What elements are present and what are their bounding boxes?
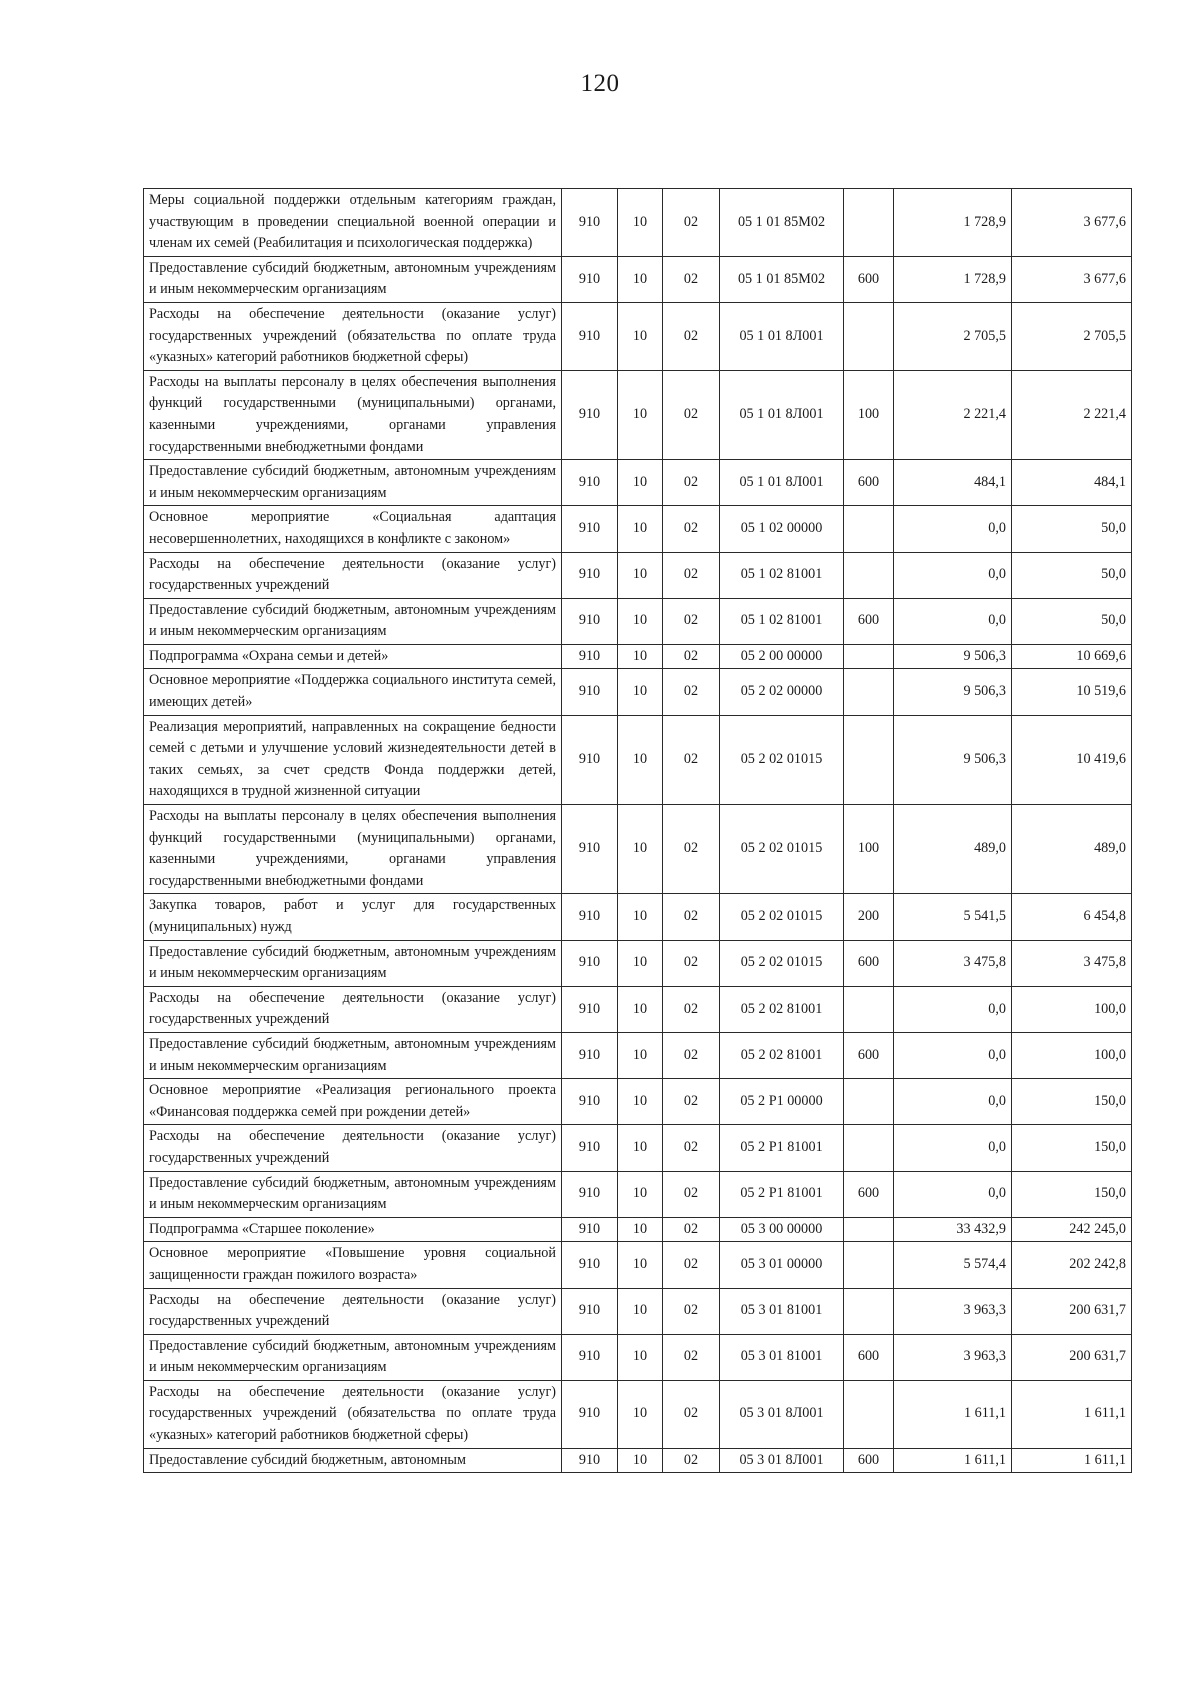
cell-expense-type (844, 1125, 894, 1171)
cell-target-article: 05 1 01 8Л001 (720, 302, 844, 370)
cell-target-article: 05 2 02 00000 (720, 669, 844, 715)
cell-grbs: 910 (562, 302, 618, 370)
cell-expense-type (844, 669, 894, 715)
cell-subsection: 02 (663, 644, 720, 669)
cell-amount-2: 3 475,8 (1012, 940, 1132, 986)
cell-amount-2: 242 245,0 (1012, 1217, 1132, 1242)
cell-section: 10 (618, 460, 663, 506)
cell-section: 10 (618, 1380, 663, 1448)
cell-section: 10 (618, 189, 663, 257)
cell-target-article: 05 3 01 8Л001 (720, 1380, 844, 1448)
cell-amount-1: 0,0 (894, 598, 1012, 644)
cell-target-article: 05 2 02 01015 (720, 940, 844, 986)
cell-amount-2: 3 677,6 (1012, 189, 1132, 257)
cell-target-article: 05 1 01 85М02 (720, 256, 844, 302)
cell-expense-type (844, 715, 894, 804)
cell-grbs: 910 (562, 189, 618, 257)
cell-section: 10 (618, 644, 663, 669)
cell-amount-2: 202 242,8 (1012, 1242, 1132, 1288)
table-row (144, 1448, 1132, 1473)
cell-grbs: 910 (562, 506, 618, 552)
cell-subsection: 02 (663, 1079, 720, 1125)
cell-amount-2: 6 454,8 (1012, 894, 1132, 940)
cell-grbs: 910 (562, 669, 618, 715)
table-row (144, 894, 1132, 940)
cell-target-article: 05 2 02 01015 (720, 894, 844, 940)
cell-name: Расходы на обеспечение деятельности (оказание услуг) государственных учреждений (обязательства по оплате труда «указных» категорий работников бюджетной сферы) (144, 302, 562, 370)
cell-name: Расходы на обеспечение деятельности (оказание услуг) государственных учреждений (144, 552, 562, 598)
cell-grbs: 910 (562, 1079, 618, 1125)
table-row (144, 1288, 1132, 1334)
cell-name: Предоставление субсидий бюджетным, автономным учреждениям и иным некоммерческим организациям (144, 1334, 562, 1380)
cell-subsection: 02 (663, 189, 720, 257)
cell-expense-type (844, 644, 894, 669)
cell-target-article: 05 1 01 85М02 (720, 189, 844, 257)
cell-target-article: 05 3 00 00000 (720, 1217, 844, 1242)
cell-amount-1: 3 963,3 (894, 1288, 1012, 1334)
cell-subsection: 02 (663, 552, 720, 598)
cell-amount-1: 3 963,3 (894, 1334, 1012, 1380)
cell-target-article: 05 2 02 81001 (720, 986, 844, 1032)
cell-grbs: 910 (562, 894, 618, 940)
cell-name: Реализация мероприятий, направленных на сокращение бедности семей с детьми и улучшение условий жизнедеятельности детей в таких семьях, за счет средств Фонда поддержки детей, находящихся в трудной жизненной ситуации (144, 715, 562, 804)
cell-amount-2: 1 611,1 (1012, 1380, 1132, 1448)
cell-amount-2: 150,0 (1012, 1125, 1132, 1171)
cell-target-article: 05 3 01 00000 (720, 1242, 844, 1288)
cell-expense-type (844, 506, 894, 552)
cell-grbs: 910 (562, 460, 618, 506)
cell-amount-2: 2 221,4 (1012, 370, 1132, 459)
cell-expense-type: 600 (844, 460, 894, 506)
cell-amount-1: 1 611,1 (894, 1380, 1012, 1448)
cell-subsection: 02 (663, 506, 720, 552)
cell-amount-2: 150,0 (1012, 1079, 1132, 1125)
cell-name: Расходы на выплаты персоналу в целях обеспечения выполнения функций государственными (муниципальными) органами, казенными учреждениями, органами управления государственными внебюджетными фондами (144, 805, 562, 894)
cell-amount-1: 5 541,5 (894, 894, 1012, 940)
cell-expense-type (844, 1079, 894, 1125)
cell-section: 10 (618, 986, 663, 1032)
cell-subsection: 02 (663, 1334, 720, 1380)
table-row (144, 1125, 1132, 1171)
cell-name: Подпрограмма «Охрана семьи и детей» (144, 644, 562, 669)
cell-amount-1: 0,0 (894, 1032, 1012, 1078)
cell-amount-1: 0,0 (894, 506, 1012, 552)
cell-name: Расходы на выплаты персоналу в целях обеспечения выполнения функций государственными (муниципальными) органами, казенными учреждениями, органами управления государственными внебюджетными фондами (144, 370, 562, 459)
cell-amount-1: 0,0 (894, 552, 1012, 598)
cell-expense-type (844, 1242, 894, 1288)
cell-expense-type (844, 189, 894, 257)
cell-target-article: 05 2 02 01015 (720, 805, 844, 894)
cell-grbs: 910 (562, 1125, 618, 1171)
cell-grbs: 910 (562, 598, 618, 644)
cell-grbs: 910 (562, 986, 618, 1032)
cell-name: Расходы на обеспечение деятельности (оказание услуг) государственных учреждений (144, 1288, 562, 1334)
cell-amount-1: 0,0 (894, 1171, 1012, 1217)
cell-amount-1: 489,0 (894, 805, 1012, 894)
cell-grbs: 910 (562, 1171, 618, 1217)
table-row (144, 506, 1132, 552)
cell-name: Основное мероприятие «Повышение уровня социальной защищенности граждан пожилого возраста» (144, 1242, 562, 1288)
cell-subsection: 02 (663, 1125, 720, 1171)
cell-expense-type (844, 1217, 894, 1242)
cell-expense-type: 600 (844, 1448, 894, 1473)
table-row (144, 598, 1132, 644)
cell-name: Подпрограмма «Старшее поколение» (144, 1217, 562, 1242)
cell-name: Основное мероприятие «Поддержка социального института семей, имеющих детей» (144, 669, 562, 715)
cell-name: Расходы на обеспечение деятельности (оказание услуг) государственных учреждений (обязательства по оплате труда «указных» категорий работников бюджетной сферы) (144, 1380, 562, 1448)
table-row (144, 1242, 1132, 1288)
table-row (144, 986, 1132, 1032)
cell-amount-2: 1 611,1 (1012, 1448, 1132, 1473)
cell-amount-2: 10 519,6 (1012, 669, 1132, 715)
cell-expense-type: 600 (844, 940, 894, 986)
cell-target-article: 05 3 01 81001 (720, 1288, 844, 1334)
cell-name: Предоставление субсидий бюджетным, автономным учреждениям и иным некоммерческим организациям (144, 1171, 562, 1217)
table-row (144, 940, 1132, 986)
cell-section: 10 (618, 506, 663, 552)
cell-expense-type: 600 (844, 1171, 894, 1217)
cell-subsection: 02 (663, 370, 720, 459)
cell-target-article: 05 2 Р1 00000 (720, 1079, 844, 1125)
cell-amount-2: 2 705,5 (1012, 302, 1132, 370)
cell-grbs: 910 (562, 715, 618, 804)
cell-section: 10 (618, 598, 663, 644)
cell-target-article: 05 2 02 81001 (720, 1032, 844, 1078)
cell-target-article: 05 2 02 01015 (720, 715, 844, 804)
cell-grbs: 910 (562, 1288, 618, 1334)
cell-section: 10 (618, 552, 663, 598)
cell-name: Предоставление субсидий бюджетным, автономным учреждениям и иным некоммерческим организациям (144, 460, 562, 506)
cell-amount-1: 5 574,4 (894, 1242, 1012, 1288)
cell-name: Предоставление субсидий бюджетным, автономным (144, 1448, 562, 1473)
table-row (144, 805, 1132, 894)
table-row (144, 1079, 1132, 1125)
cell-grbs: 910 (562, 552, 618, 598)
cell-grbs: 910 (562, 1380, 618, 1448)
cell-amount-2: 100,0 (1012, 986, 1132, 1032)
cell-amount-1: 1 611,1 (894, 1448, 1012, 1473)
cell-amount-1: 9 506,3 (894, 669, 1012, 715)
cell-subsection: 02 (663, 805, 720, 894)
cell-section: 10 (618, 1125, 663, 1171)
cell-amount-1: 3 475,8 (894, 940, 1012, 986)
cell-expense-type: 100 (844, 370, 894, 459)
cell-subsection: 02 (663, 1171, 720, 1217)
cell-amount-1: 0,0 (894, 1125, 1012, 1171)
cell-amount-2: 3 677,6 (1012, 256, 1132, 302)
cell-section: 10 (618, 370, 663, 459)
budget-table (143, 188, 1132, 1473)
cell-grbs: 910 (562, 940, 618, 986)
cell-section: 10 (618, 1032, 663, 1078)
cell-expense-type (844, 1288, 894, 1334)
table-body (144, 189, 1132, 1473)
cell-name: Закупка товаров, работ и услуг для государственных (муниципальных) нужд (144, 894, 562, 940)
cell-name: Предоставление субсидий бюджетным, автономным учреждениям и иным некоммерческим организациям (144, 1032, 562, 1078)
cell-section: 10 (618, 1288, 663, 1334)
cell-target-article: 05 2 Р1 81001 (720, 1171, 844, 1217)
cell-section: 10 (618, 1079, 663, 1125)
cell-amount-2: 50,0 (1012, 598, 1132, 644)
cell-amount-1: 484,1 (894, 460, 1012, 506)
cell-amount-2: 50,0 (1012, 552, 1132, 598)
cell-subsection: 02 (663, 669, 720, 715)
cell-name: Расходы на обеспечение деятельности (оказание услуг) государственных учреждений (144, 986, 562, 1032)
cell-section: 10 (618, 1448, 663, 1473)
cell-name: Предоставление субсидий бюджетным, автономным учреждениям и иным некоммерческим организациям (144, 598, 562, 644)
cell-target-article: 05 1 02 81001 (720, 552, 844, 598)
cell-amount-2: 100,0 (1012, 1032, 1132, 1078)
cell-grbs: 910 (562, 1217, 618, 1242)
cell-section: 10 (618, 805, 663, 894)
table-row (144, 644, 1132, 669)
cell-subsection: 02 (663, 940, 720, 986)
cell-section: 10 (618, 669, 663, 715)
table-row (144, 370, 1132, 459)
cell-expense-type: 600 (844, 598, 894, 644)
cell-subsection: 02 (663, 256, 720, 302)
cell-amount-1: 0,0 (894, 986, 1012, 1032)
table-row (144, 189, 1132, 257)
cell-amount-2: 10 669,6 (1012, 644, 1132, 669)
cell-grbs: 910 (562, 805, 618, 894)
cell-grbs: 910 (562, 370, 618, 459)
cell-subsection: 02 (663, 986, 720, 1032)
cell-expense-type (844, 302, 894, 370)
cell-amount-1: 9 506,3 (894, 644, 1012, 669)
cell-section: 10 (618, 940, 663, 986)
cell-grbs: 910 (562, 1334, 618, 1380)
cell-grbs: 910 (562, 256, 618, 302)
cell-name: Основное мероприятие «Реализация регионального проекта «Финансовая поддержка семей при рождении детей» (144, 1079, 562, 1125)
cell-amount-2: 484,1 (1012, 460, 1132, 506)
cell-name: Основное мероприятие «Социальная адаптация несовершеннолетних, находящихся в конфликте с законом» (144, 506, 562, 552)
cell-name: Предоставление субсидий бюджетным, автономным учреждениям и иным некоммерческим организациям (144, 940, 562, 986)
table-row (144, 460, 1132, 506)
cell-subsection: 02 (663, 1242, 720, 1288)
cell-amount-2: 150,0 (1012, 1171, 1132, 1217)
cell-grbs: 910 (562, 1448, 618, 1473)
table-row (144, 1334, 1132, 1380)
cell-amount-1: 1 728,9 (894, 256, 1012, 302)
cell-subsection: 02 (663, 894, 720, 940)
cell-subsection: 02 (663, 715, 720, 804)
cell-amount-1: 2 221,4 (894, 370, 1012, 459)
cell-target-article: 05 2 Р1 81001 (720, 1125, 844, 1171)
cell-amount-2: 200 631,7 (1012, 1288, 1132, 1334)
cell-section: 10 (618, 894, 663, 940)
cell-section: 10 (618, 1334, 663, 1380)
cell-target-article: 05 2 00 00000 (720, 644, 844, 669)
cell-amount-1: 0,0 (894, 1079, 1012, 1125)
cell-amount-2: 200 631,7 (1012, 1334, 1132, 1380)
table-row (144, 1032, 1132, 1078)
cell-subsection: 02 (663, 598, 720, 644)
cell-subsection: 02 (663, 302, 720, 370)
table-row (144, 715, 1132, 804)
cell-expense-type: 600 (844, 256, 894, 302)
cell-expense-type (844, 1380, 894, 1448)
cell-name: Расходы на обеспечение деятельности (оказание услуг) государственных учреждений (144, 1125, 562, 1171)
cell-target-article: 05 1 02 81001 (720, 598, 844, 644)
cell-subsection: 02 (663, 1288, 720, 1334)
cell-amount-1: 2 705,5 (894, 302, 1012, 370)
cell-subsection: 02 (663, 1380, 720, 1448)
cell-section: 10 (618, 1217, 663, 1242)
cell-target-article: 05 1 01 8Л001 (720, 460, 844, 506)
cell-target-article: 05 1 02 00000 (720, 506, 844, 552)
cell-subsection: 02 (663, 460, 720, 506)
cell-amount-1: 1 728,9 (894, 189, 1012, 257)
cell-section: 10 (618, 256, 663, 302)
cell-expense-type (844, 986, 894, 1032)
table-row (144, 1217, 1132, 1242)
cell-section: 10 (618, 1171, 663, 1217)
cell-target-article: 05 3 01 8Л001 (720, 1448, 844, 1473)
cell-subsection: 02 (663, 1217, 720, 1242)
cell-section: 10 (618, 715, 663, 804)
table-row (144, 256, 1132, 302)
cell-amount-2: 489,0 (1012, 805, 1132, 894)
table-row (144, 1171, 1132, 1217)
cell-grbs: 910 (562, 644, 618, 669)
table-row (144, 1380, 1132, 1448)
cell-grbs: 910 (562, 1242, 618, 1288)
cell-expense-type: 600 (844, 1334, 894, 1380)
cell-target-article: 05 3 01 81001 (720, 1334, 844, 1380)
table-row (144, 669, 1132, 715)
cell-grbs: 910 (562, 1032, 618, 1078)
cell-amount-2: 10 419,6 (1012, 715, 1132, 804)
cell-subsection: 02 (663, 1032, 720, 1078)
page-number: 120 (580, 70, 620, 97)
cell-amount-1: 9 506,3 (894, 715, 1012, 804)
cell-amount-1: 33 432,9 (894, 1217, 1012, 1242)
cell-name: Меры социальной поддержки отдельным категориям граждан, участвующим в проведении специальной военной операции и членам их семей (Реабилитация и психологическая поддержка) (144, 189, 562, 257)
cell-amount-2: 50,0 (1012, 506, 1132, 552)
table-row (144, 552, 1132, 598)
cell-section: 10 (618, 302, 663, 370)
cell-expense-type (844, 552, 894, 598)
cell-target-article: 05 1 01 8Л001 (720, 370, 844, 459)
cell-expense-type: 600 (844, 1032, 894, 1078)
cell-expense-type: 200 (844, 894, 894, 940)
cell-subsection: 02 (663, 1448, 720, 1473)
cell-name: Предоставление субсидий бюджетным, автономным учреждениям и иным некоммерческим организациям (144, 256, 562, 302)
table-row (144, 302, 1132, 370)
cell-section: 10 (618, 1242, 663, 1288)
cell-expense-type: 100 (844, 805, 894, 894)
